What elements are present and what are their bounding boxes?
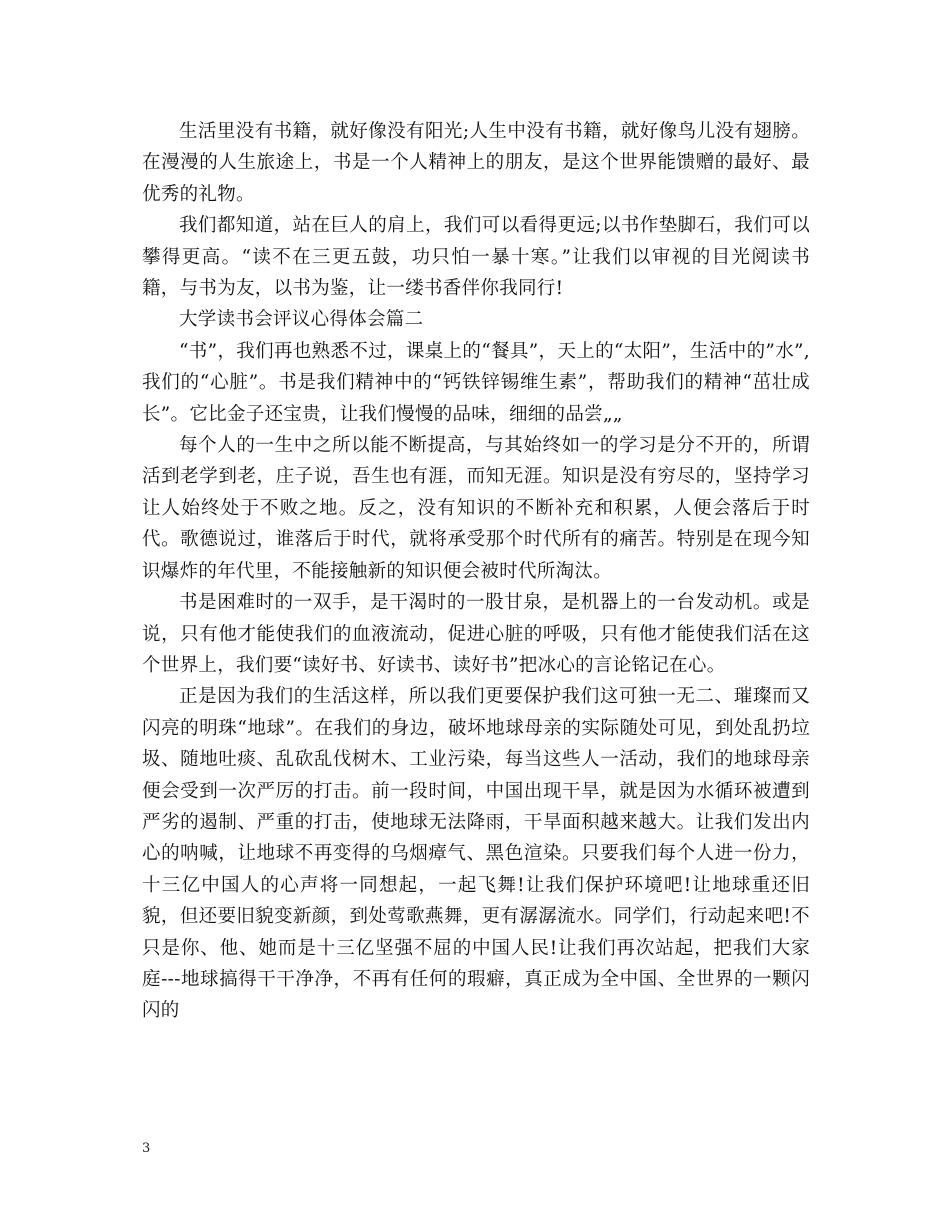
paragraph-3: “书”，我们再也熟悉不过，课桌上的“餐具”，天上的“太阳”，生活中的”水”,我们的“心脏”。书是我们精神中的“钙铁锌锡维生素”，帮助我们的精神“茁壮成长”。它比金子还宝贵，让我们慢慢的品味，细细的品尝„„ bbox=[142, 340, 810, 425]
paragraph-6: 正是因为我们的生活这样，所以我们更要保护我们这可独一无二、璀璨而又闪亮的明珠“地球”。在我们的身边，破坏地球母亲的实际随处可见，到处乱扔垃圾、随地吐痰、乱砍乱伐树木、工业污染，每当这些人一活动，我们的地球母亲便会受到一次严厉的打击。前一段时间，中国出现干旱，就是因为水循环被遭到严劣的遏制、严重的打击，使地球无法降雨，干旱面积越来越大。让我们发出内心的呐喊，让地球不再变得的乌烟瘴气、黑色渲染。只要我们每个人进一份力，十三亿中国人的心声将一同想起，一起飞舞!让我们保护环境吧!让地球重还旧貌，但还要旧貌变新颜，到处莺歌燕舞，更有潺潺流水。同学们，行动起来吧!不只是你、他、她而是十三亿坚强不屈的中国人民!让我们再次站起，把我们大家庭---地球搞得干干净净，不再有任何的瑕癖，真正成为全中国、全世界的一颗闪闪的 bbox=[142, 686, 810, 1022]
section-heading: 大学读书会评议心得体会篇二 bbox=[179, 309, 424, 331]
paragraph-1: 生活里没有书籍，就好像没有阳光;人生中没有书籍，就好像鸟儿没有翅膀。在漫漫的人生旅途上，书是一个人精神上的朋友，是这个世界能馈赠的最好、最优秀的礼物。 bbox=[142, 121, 810, 205]
paragraph-4: 每个人的一生中之所以能不断提高，与其始终如一的学习是分不开的，所谓活到老学到老，庄子说，吾生也有涯，而知无涯。知识是没有穷尽的，坚持学习让人始终处于不败之地。反之，没有知识的不断补充和积累，人便会落后于时代。歌德说过，谁落后于时代，就将承受那个时代所有的痛苦。特别是在现今知识爆炸的年代里，不能接触新的知识便会被时代所淘汰。 bbox=[142, 435, 810, 582]
document-body bbox=[142, 116, 810, 1027]
paragraph-2: 我们都知道，站在巨人的肩上，我们可以看得更远;以书作垫脚石，我们可以攀得更高。“读不在三更五鼓，功只怕一暴十寒。”让我们以审视的目光阅读书籍，与书为友，以书为鉴，让一缕书香伴你我同行! bbox=[142, 215, 810, 300]
page-number: 3 bbox=[142, 1141, 151, 1156]
paragraph-5: 书是困难时的一双手，是干渴时的一股甘泉，是机器上的一台发动机。或是说，只有他才能使我们的血液流动，促进心脏的呼吸，只有他才能使我们活在这个世界上，我们要“读好书、好读书、读好书”把冰心的言论铭记在心。 bbox=[142, 592, 810, 676]
